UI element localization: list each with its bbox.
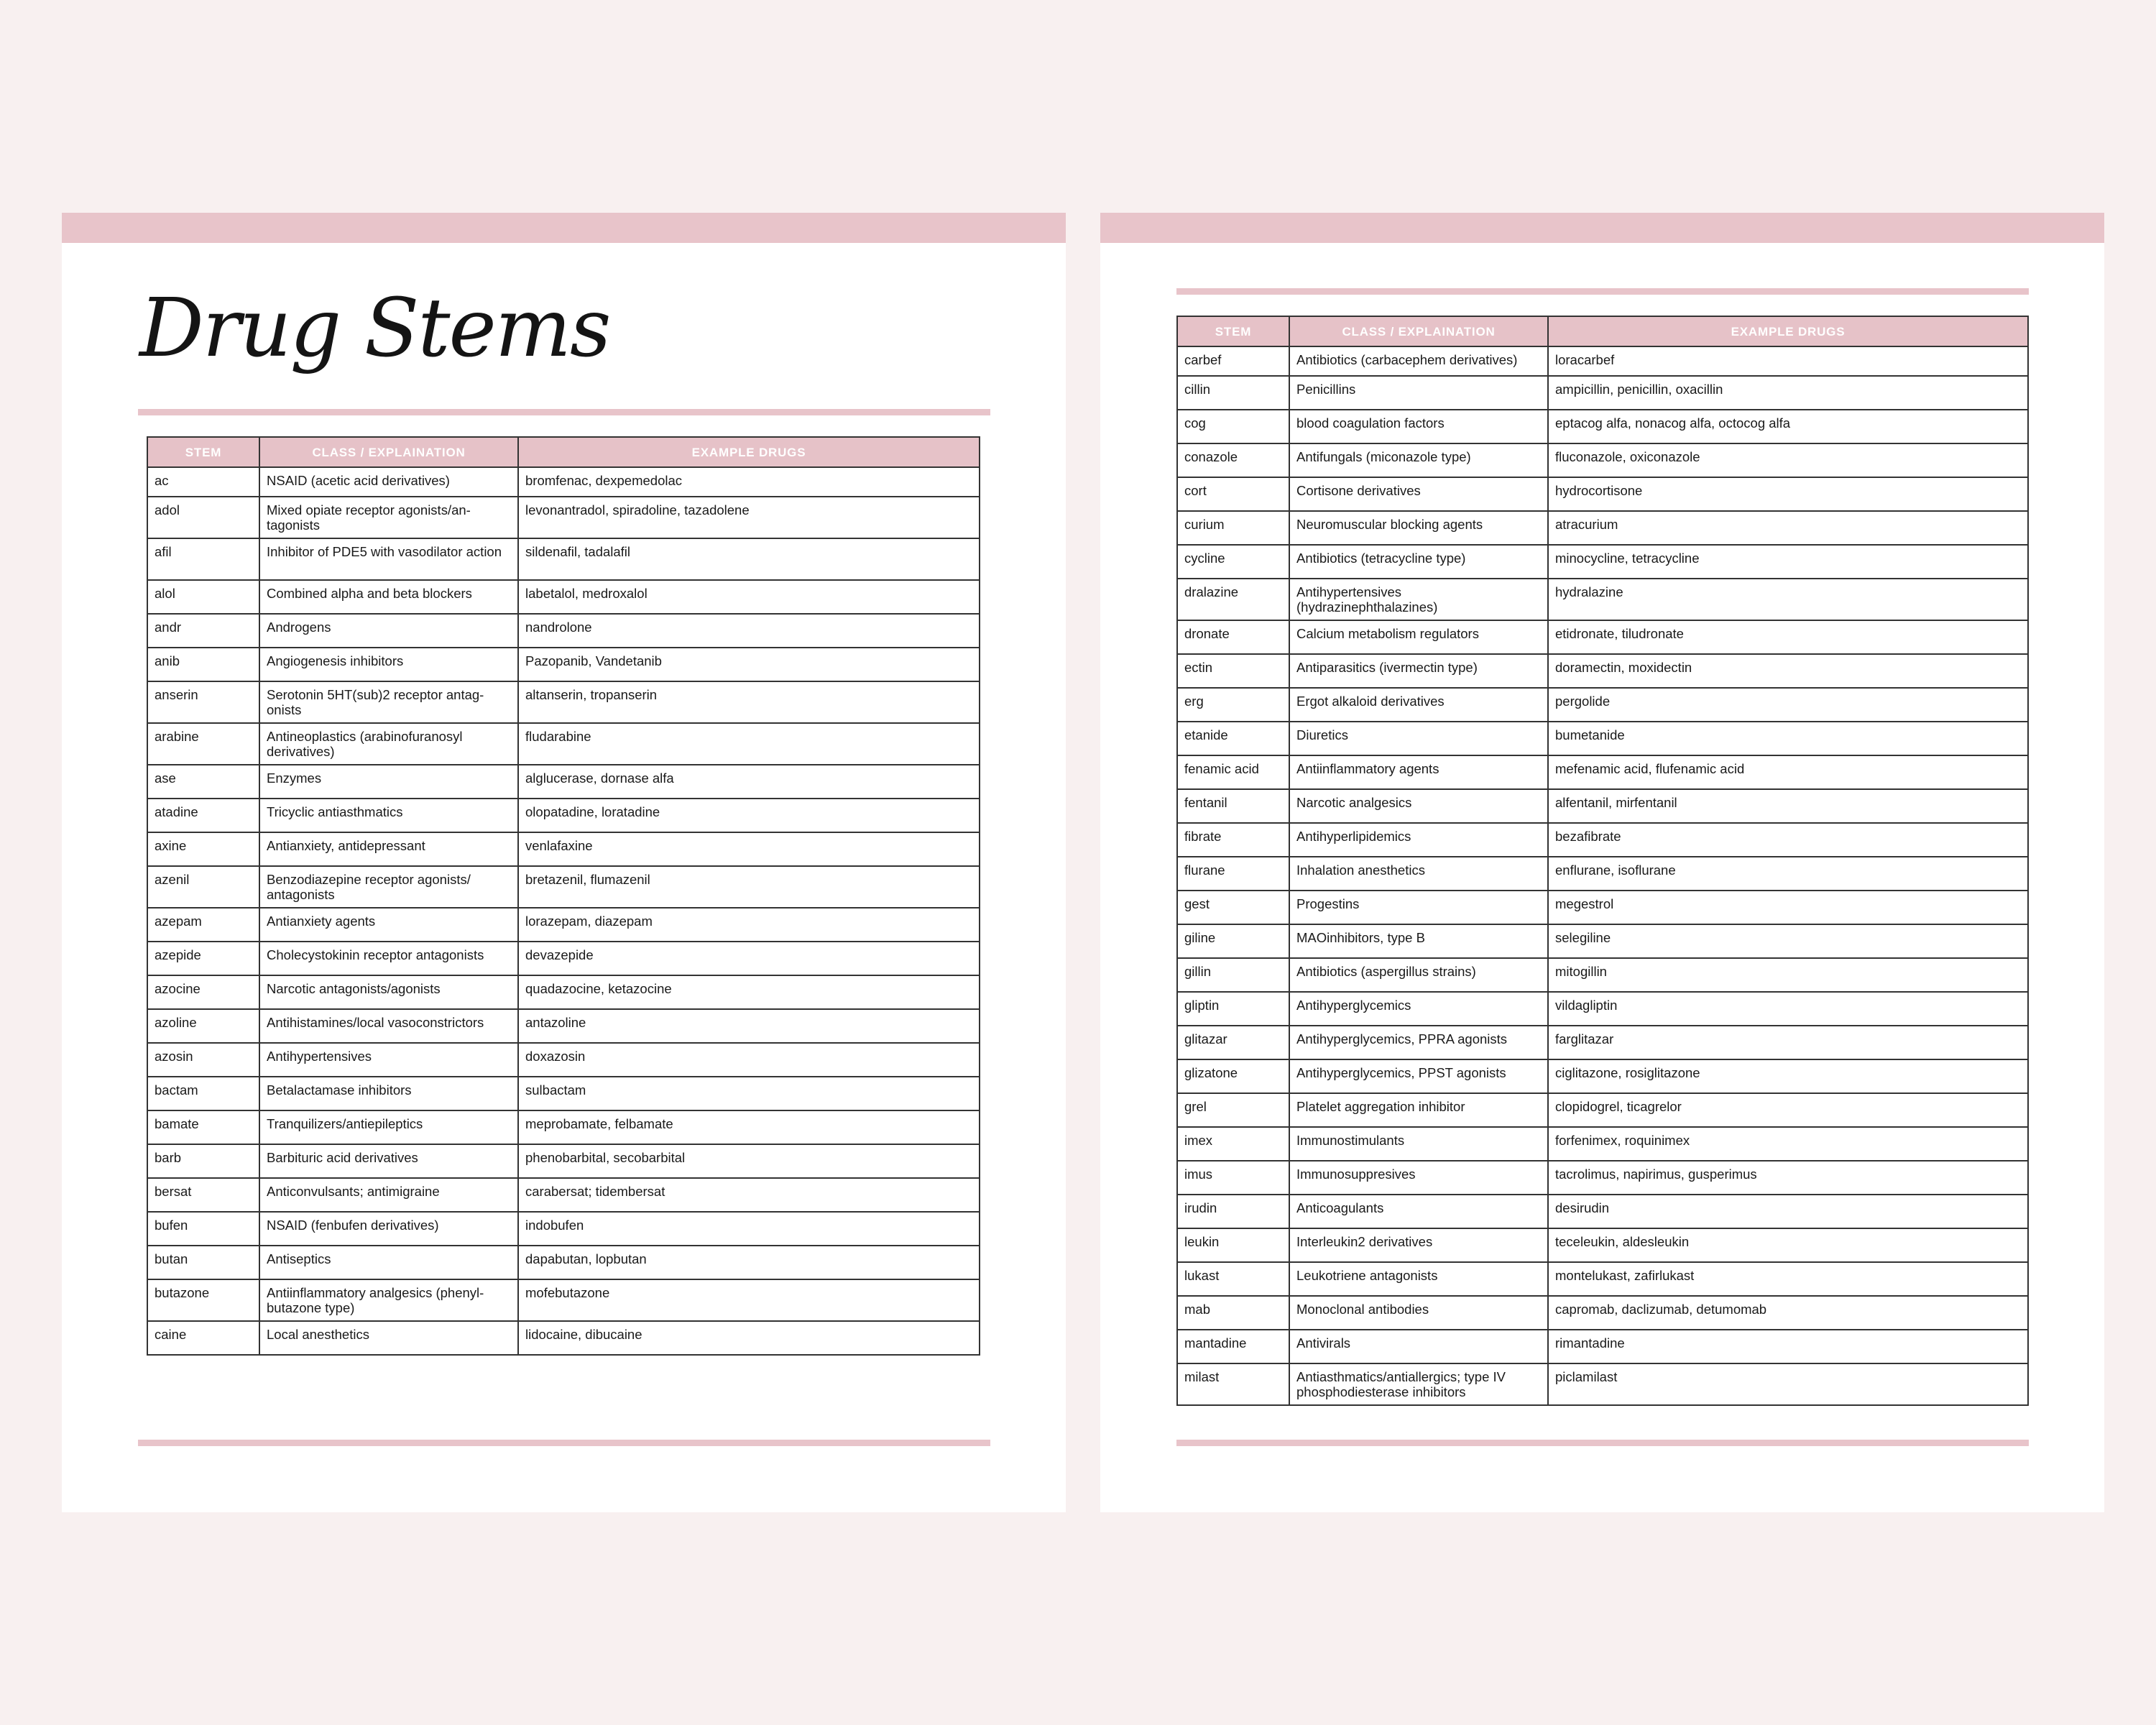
stem-cell: grel <box>1177 1093 1289 1127</box>
table-row <box>147 497 980 538</box>
examples-cell: labetalol, medroxalol <box>518 580 980 614</box>
class-cell: Cortisone derivatives <box>1289 477 1548 511</box>
examples-cell: antazoline <box>518 1009 980 1043</box>
class-cell: Antifungals (miconazole type) <box>1289 443 1548 477</box>
table-row <box>1177 477 2028 511</box>
stem-cell: conazole <box>1177 443 1289 477</box>
table-row <box>1177 924 2028 958</box>
table-row <box>147 467 980 497</box>
stem-cell: bactam <box>147 1077 259 1110</box>
table-header-row <box>1177 316 2028 346</box>
stem-cell: bersat <box>147 1178 259 1212</box>
stem-cell: adol <box>147 497 259 538</box>
examples-cell: megestrol <box>1548 891 2028 924</box>
stem-cell: ase <box>147 765 259 799</box>
examples-cell: forfenimex, roquinimex <box>1548 1127 2028 1161</box>
table-row <box>1177 410 2028 443</box>
class-cell: Antihypertensives <box>259 1043 518 1077</box>
stem-cell: giline <box>1177 924 1289 958</box>
table-row <box>147 723 980 765</box>
stem-cell: irudin <box>1177 1195 1289 1228</box>
header-stem: STEM <box>147 437 259 467</box>
table-row <box>1177 992 2028 1026</box>
class-cell: Leukotriene antagonists <box>1289 1262 1548 1296</box>
class-cell: Antihistamines/local vasoconstrictors <box>259 1009 518 1043</box>
stem-cell: milast <box>1177 1363 1289 1405</box>
stem-cell: azosin <box>147 1043 259 1077</box>
table-row <box>1177 1059 2028 1093</box>
table-row <box>147 1144 980 1178</box>
table-row <box>147 1009 980 1043</box>
examples-cell: pergolide <box>1548 688 2028 722</box>
table-row <box>147 681 980 723</box>
stem-cell: imus <box>1177 1161 1289 1195</box>
table-row <box>147 1246 980 1279</box>
page-top-band <box>1100 213 2104 243</box>
class-cell: MAOinhibitors, type B <box>1289 924 1548 958</box>
class-cell: Local anesthetics <box>259 1321 518 1355</box>
table-row <box>147 1077 980 1110</box>
examples-cell: eptacog alfa, nonacog alfa, octocog alfa <box>1548 410 2028 443</box>
class-cell: Antihyperlipidemics <box>1289 823 1548 857</box>
table-row <box>1177 443 2028 477</box>
table-row <box>1177 511 2028 545</box>
class-cell: Antineoplastics (arabinofuranosyl derivatives) <box>259 723 518 765</box>
class-cell: Antihypertensives (hydrazinephthalazines) <box>1289 579 1548 620</box>
table-row <box>1177 1228 2028 1262</box>
examples-cell: enflurane, isoflurane <box>1548 857 2028 891</box>
table-row <box>147 799 980 832</box>
table-row <box>147 580 980 614</box>
examples-cell: phenobarbital, secobarbital <box>518 1144 980 1178</box>
table-row <box>1177 857 2028 891</box>
stem-cell: fentanil <box>1177 789 1289 823</box>
stem-cell: ac <box>147 467 259 497</box>
table-row <box>1177 958 2028 992</box>
table-row <box>147 1279 980 1321</box>
left-page <box>62 213 1066 1512</box>
table-row <box>147 614 980 648</box>
class-cell: Inhibitor of PDE5 with vasodilator action <box>259 538 518 580</box>
examples-cell: lorazepam, diazepam <box>518 908 980 942</box>
class-cell: Calcium metabolism regulators <box>1289 620 1548 654</box>
table-row <box>147 908 980 942</box>
class-cell: Antiinflammatory analgesics (phenyl-butazone type) <box>259 1279 518 1321</box>
class-cell: Inhalation anesthetics <box>1289 857 1548 891</box>
stem-cell: barb <box>147 1144 259 1178</box>
examples-cell: sulbactam <box>518 1077 980 1110</box>
right-page <box>1100 213 2104 1512</box>
class-cell: Tricyclic antiasthmatics <box>259 799 518 832</box>
stem-cell: fibrate <box>1177 823 1289 857</box>
table-row <box>1177 579 2028 620</box>
divider-top <box>1176 288 2029 295</box>
divider-top <box>138 409 990 415</box>
examples-cell: mefenamic acid, flufenamic acid <box>1548 755 2028 789</box>
examples-cell: fludarabine <box>518 723 980 765</box>
class-cell: Combined alpha and beta blockers <box>259 580 518 614</box>
table-header-row <box>147 437 980 467</box>
table-row <box>1177 1296 2028 1330</box>
stem-cell: glizatone <box>1177 1059 1289 1093</box>
class-cell: Antibiotics (tetracycline type) <box>1289 545 1548 579</box>
table-row <box>147 1178 980 1212</box>
stem-cell: bamate <box>147 1110 259 1144</box>
divider-bottom <box>1176 1440 2029 1446</box>
examples-cell: ciglitazone, rosiglitazone <box>1548 1059 2028 1093</box>
class-cell: Antiseptics <box>259 1246 518 1279</box>
stem-cell: butazone <box>147 1279 259 1321</box>
stem-cell: erg <box>1177 688 1289 722</box>
examples-cell: alfentanil, mirfentanil <box>1548 789 2028 823</box>
examples-cell: piclamilast <box>1548 1363 2028 1405</box>
class-cell: Antianxiety, antidepressant <box>259 832 518 866</box>
stem-cell: azoline <box>147 1009 259 1043</box>
class-cell: blood coagulation factors <box>1289 410 1548 443</box>
examples-cell: sildenafil, tadalafil <box>518 538 980 580</box>
stem-cell: andr <box>147 614 259 648</box>
table-row <box>1177 755 2028 789</box>
examples-cell: lidocaine, dibucaine <box>518 1321 980 1355</box>
class-cell: Benzodiazepine receptor agonists/ antagonists <box>259 866 518 908</box>
examples-cell: dapabutan, lopbutan <box>518 1246 980 1279</box>
stem-cell: anserin <box>147 681 259 723</box>
stem-cell: ectin <box>1177 654 1289 688</box>
stem-cell: atadine <box>147 799 259 832</box>
examples-cell: vildagliptin <box>1548 992 2028 1026</box>
table-row <box>1177 722 2028 755</box>
class-cell: Androgens <box>259 614 518 648</box>
class-cell: Anticonvulsants; antimigraine <box>259 1178 518 1212</box>
stem-cell: gliptin <box>1177 992 1289 1026</box>
table-row <box>1177 891 2028 924</box>
examples-cell: bretazenil, flumazenil <box>518 866 980 908</box>
examples-cell: hydralazine <box>1548 579 2028 620</box>
stem-cell: fenamic acid <box>1177 755 1289 789</box>
table-row <box>1177 1093 2028 1127</box>
stem-cell: cycline <box>1177 545 1289 579</box>
header-class: CLASS / EXPLAINATION <box>259 437 518 467</box>
table-row <box>1177 376 2028 410</box>
table-row <box>1177 1026 2028 1059</box>
class-cell: Barbituric acid derivatives <box>259 1144 518 1178</box>
examples-cell: mitogillin <box>1548 958 2028 992</box>
examples-cell: minocycline, tetracycline <box>1548 545 2028 579</box>
table-row <box>147 765 980 799</box>
examples-cell: venlafaxine <box>518 832 980 866</box>
class-cell: Platelet aggregation inhibitor <box>1289 1093 1548 1127</box>
divider-bottom <box>138 1440 990 1446</box>
examples-cell: altanserin, tropanserin <box>518 681 980 723</box>
examples-cell: capromab, daclizumab, detumomab <box>1548 1296 2028 1330</box>
page-top-band <box>62 213 1066 243</box>
table-row <box>1177 545 2028 579</box>
examples-cell: ampicillin, penicillin, oxacillin <box>1548 376 2028 410</box>
stem-cell: gest <box>1177 891 1289 924</box>
examples-cell: atracurium <box>1548 511 2028 545</box>
drug-stems-table-right <box>1176 316 2029 1406</box>
examples-cell: nandrolone <box>518 614 980 648</box>
class-cell: Antiasthmatics/antiallergics; type IV phosphodiesterase inhibitors <box>1289 1363 1548 1405</box>
table-row <box>1177 789 2028 823</box>
class-cell: Immunostimulants <box>1289 1127 1548 1161</box>
table-row <box>1177 620 2028 654</box>
table-row <box>147 1321 980 1355</box>
table-row <box>1177 1161 2028 1195</box>
table-row <box>1177 1262 2028 1296</box>
table-row <box>147 1043 980 1077</box>
stem-cell: alol <box>147 580 259 614</box>
class-cell: NSAID (acetic acid derivatives) <box>259 467 518 497</box>
stem-cell: lukast <box>1177 1262 1289 1296</box>
stem-cell: flurane <box>1177 857 1289 891</box>
table-row <box>1177 1127 2028 1161</box>
examples-cell: quadazocine, ketazocine <box>518 975 980 1009</box>
table-row <box>1177 346 2028 376</box>
stem-cell: cog <box>1177 410 1289 443</box>
examples-cell: hydrocortisone <box>1548 477 2028 511</box>
table-row <box>147 1110 980 1144</box>
stem-cell: azepide <box>147 942 259 975</box>
stem-cell: imex <box>1177 1127 1289 1161</box>
examples-cell: rimantadine <box>1548 1330 2028 1363</box>
class-cell: Monoclonal antibodies <box>1289 1296 1548 1330</box>
class-cell: Neuromuscular blocking agents <box>1289 511 1548 545</box>
table-row <box>147 1212 980 1246</box>
examples-cell: bumetanide <box>1548 722 2028 755</box>
stem-cell: etanide <box>1177 722 1289 755</box>
header-examples: EXAMPLE DRUGS <box>1548 316 2028 346</box>
class-cell: Antivirals <box>1289 1330 1548 1363</box>
examples-cell: teceleukin, aldesleukin <box>1548 1228 2028 1262</box>
table-row <box>1177 1363 2028 1405</box>
examples-cell: mofebutazone <box>518 1279 980 1321</box>
stem-cell: azepam <box>147 908 259 942</box>
examples-cell: etidronate, tiludronate <box>1548 620 2028 654</box>
stem-cell: butan <box>147 1246 259 1279</box>
examples-cell: doxazosin <box>518 1043 980 1077</box>
class-cell: NSAID (fenbufen derivatives) <box>259 1212 518 1246</box>
header-class: CLASS / EXPLAINATION <box>1289 316 1548 346</box>
examples-cell: carabersat; tidembersat <box>518 1178 980 1212</box>
examples-cell: indobufen <box>518 1212 980 1246</box>
examples-cell: doramectin, moxidectin <box>1548 654 2028 688</box>
stem-cell: axine <box>147 832 259 866</box>
stem-cell: bufen <box>147 1212 259 1246</box>
stem-cell: dronate <box>1177 620 1289 654</box>
class-cell: Narcotic antagonists/agonists <box>259 975 518 1009</box>
examples-cell: alglucerase, dornase alfa <box>518 765 980 799</box>
examples-cell: selegiline <box>1548 924 2028 958</box>
stem-cell: mantadine <box>1177 1330 1289 1363</box>
class-cell: Antihyperglycemics, PPST agonists <box>1289 1059 1548 1093</box>
stem-cell: cillin <box>1177 376 1289 410</box>
examples-cell: montelukast, zafirlukast <box>1548 1262 2028 1296</box>
drug-stems-table-left <box>147 436 980 1356</box>
examples-cell: bromfenac, dexpemedolac <box>518 467 980 497</box>
stem-cell: caine <box>147 1321 259 1355</box>
examples-cell: meprobamate, felbamate <box>518 1110 980 1144</box>
table-row <box>147 975 980 1009</box>
examples-cell: desirudin <box>1548 1195 2028 1228</box>
table-row <box>147 866 980 908</box>
class-cell: Antibiotics (aspergillus strains) <box>1289 958 1548 992</box>
class-cell: Diuretics <box>1289 722 1548 755</box>
stem-cell: anib <box>147 648 259 681</box>
examples-cell: fluconazole, oxiconazole <box>1548 443 2028 477</box>
table-row <box>147 832 980 866</box>
table-row <box>1177 823 2028 857</box>
stem-cell: arabine <box>147 723 259 765</box>
table-row <box>147 538 980 580</box>
stem-cell: azocine <box>147 975 259 1009</box>
examples-cell: farglitazar <box>1548 1026 2028 1059</box>
class-cell: Immunosuppresives <box>1289 1161 1548 1195</box>
class-cell: Mixed opiate receptor agonists/an-tagonists <box>259 497 518 538</box>
class-cell: Serotonin 5HT(sub)2 receptor antag-onists <box>259 681 518 723</box>
stem-cell: dralazine <box>1177 579 1289 620</box>
stem-cell: carbef <box>1177 346 1289 376</box>
stem-cell: cort <box>1177 477 1289 511</box>
class-cell: Antiparasitics (ivermectin type) <box>1289 654 1548 688</box>
examples-cell: Pazopanib, Vandetanib <box>518 648 980 681</box>
examples-cell: devazepide <box>518 942 980 975</box>
stem-cell: mab <box>1177 1296 1289 1330</box>
class-cell: Tranquilizers/antiepileptics <box>259 1110 518 1144</box>
class-cell: Cholecystokinin receptor antagonists <box>259 942 518 975</box>
class-cell: Penicillins <box>1289 376 1548 410</box>
table-row <box>147 648 980 681</box>
table-row <box>1177 1195 2028 1228</box>
stem-cell: leukin <box>1177 1228 1289 1262</box>
class-cell: Antiinflammatory agents <box>1289 755 1548 789</box>
class-cell: Angiogenesis inhibitors <box>259 648 518 681</box>
stem-cell: gillin <box>1177 958 1289 992</box>
header-stem: STEM <box>1177 316 1289 346</box>
stem-cell: afil <box>147 538 259 580</box>
page-title: Drug Stems <box>139 282 610 375</box>
stem-cell: azenil <box>147 866 259 908</box>
class-cell: Ergot alkaloid derivatives <box>1289 688 1548 722</box>
examples-cell: bezafibrate <box>1548 823 2028 857</box>
class-cell: Antianxiety agents <box>259 908 518 942</box>
class-cell: Interleukin2 derivatives <box>1289 1228 1548 1262</box>
examples-cell: olopatadine, loratadine <box>518 799 980 832</box>
class-cell: Enzymes <box>259 765 518 799</box>
examples-cell: tacrolimus, napirimus, gusperimus <box>1548 1161 2028 1195</box>
table-row <box>147 942 980 975</box>
header-examples: EXAMPLE DRUGS <box>518 437 980 467</box>
table-row <box>1177 654 2028 688</box>
class-cell: Narcotic analgesics <box>1289 789 1548 823</box>
class-cell: Antibiotics (carbacephem derivatives) <box>1289 346 1548 376</box>
examples-cell: clopidogrel, ticagrelor <box>1548 1093 2028 1127</box>
class-cell: Betalactamase inhibitors <box>259 1077 518 1110</box>
class-cell: Progestins <box>1289 891 1548 924</box>
stem-cell: glitazar <box>1177 1026 1289 1059</box>
examples-cell: levonantradol, spiradoline, tazadolene <box>518 497 980 538</box>
table-row <box>1177 1330 2028 1363</box>
class-cell: Antihyperglycemics, PPRA agonists <box>1289 1026 1548 1059</box>
class-cell: Antihyperglycemics <box>1289 992 1548 1026</box>
examples-cell: loracarbef <box>1548 346 2028 376</box>
table-row <box>1177 688 2028 722</box>
class-cell: Anticoagulants <box>1289 1195 1548 1228</box>
stem-cell: curium <box>1177 511 1289 545</box>
